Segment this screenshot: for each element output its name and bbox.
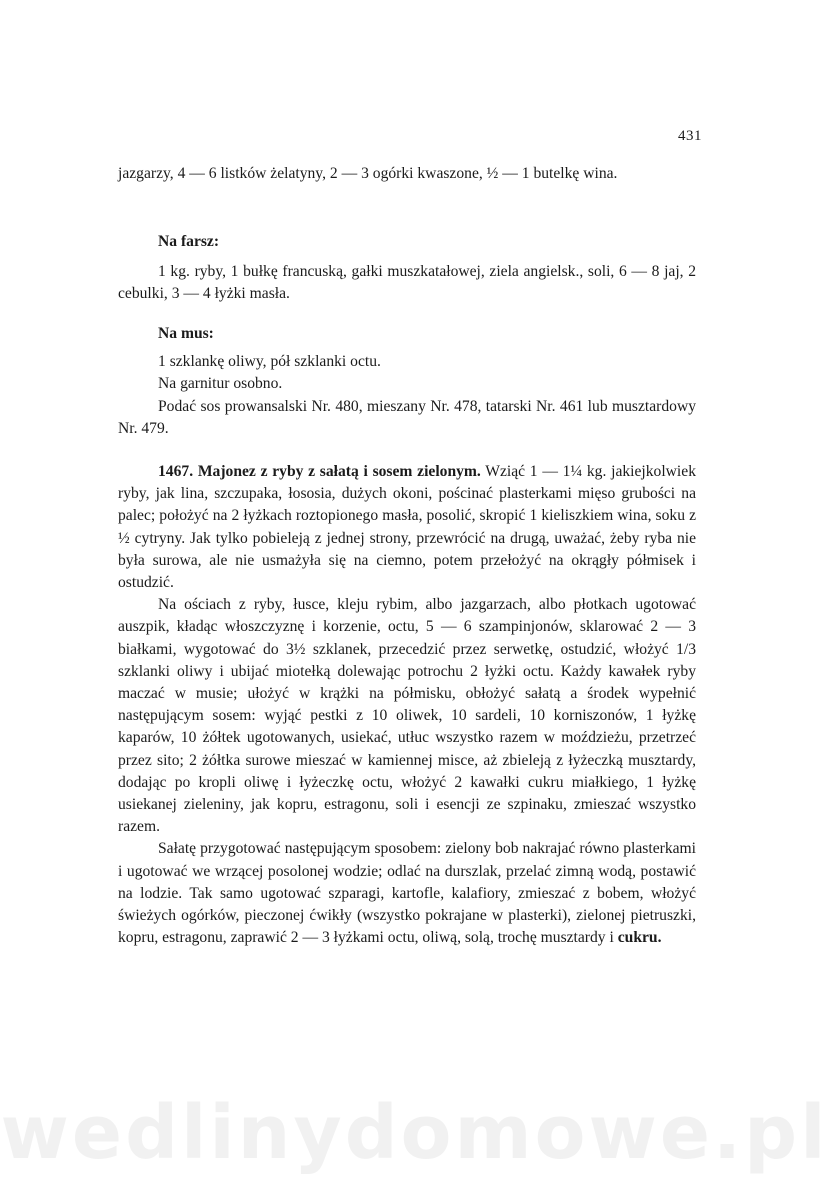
recipe-title: 1467. Majonez z ryby z sałatą i sosem zielonym. <box>158 463 481 480</box>
intro-text <box>118 163 696 185</box>
intro-line: jazgarzy, 4 — 6 listków żelatyny, 2 — 3 ogórki kwaszone, ½ — 1 butelkę wina. <box>118 165 618 182</box>
mus-line-1: 1 szklankę oliwy, pół szklanki octu. <box>158 353 381 371</box>
recipe-p1-text: Wziąć 1 — 1¼ kg. jakiejkolwiek ryby, jak lina, szczupaka, łososia, dużych okoni, pościnać plasterkami mięso grubości na palec; położyć na 2 łyżkach roztopionego masła, posolić, skropić 1 kieliszkiem wina, soku z ½ cytryny. Jak tylko pobieleją z jednej strony, przewrócić na drugą, uważać, żeby ryba nie była surowa, ale nie usmażyła się na ciemno, potem przełożyć na okrągły półmisek i ostudzić. <box>118 463 696 592</box>
recipe-paragraph-3 <box>118 838 696 949</box>
farsz-text: 1 kg. ryby, 1 bułkę francuską, gałki muszkatałowej, ziela angielsk., soli, 6 — 8 jaj, 2 cebulki, 3 — 4 łyżki masła. <box>118 263 696 303</box>
recipe-p3-end: cukru. <box>617 929 662 947</box>
mus-heading: Na mus: <box>158 325 214 342</box>
mus-line-3: Podać sos prowansalski Nr. 480, mieszany Nr. 478, tatarski Nr. 461 lub musztardowy Nr. 479. <box>118 397 696 437</box>
recipe-paragraph-1 <box>118 461 696 594</box>
farsz-section <box>118 231 696 306</box>
mus-line-2: Na garnitur osobno. <box>158 375 283 393</box>
recipe-paragraph-2: Na ościach z ryby, łusce, kleju rybim, albo jazgarzach, albo płotkach ugotować auszpik, kładąc włoszczyznę i korzenie, octu, 5 — 6 szampinjonów, sklarować 2 — 3 białkami, wygotować do 3½ szklanek, przecedzić przez serwetkę, ostudzić, włożyć 1/3 szklanki oliwy i ubijać miotełką dolewając potrochu 2 łyżki octu. Każdy kawałek ryby maczać w musie; ułożyć w krążki na półmisku, obłożyć sałatą a środek wypełnić następującym sosem: wyjąć pestki z 10 oliwek, 10 sardeli, 10 korniszonów, 1 łyżkę kaparów, 10 żółtek ugotowanych, usiekać, utłuc wszystko razem w moździeżu, przetrzeć przez sito; 2 żółtka surowe mieszać w kamiennej misce, aż zbieleją z łyżeczką musztardy, dodając po kropli oliwę i łyżeczkę octu, włożyć 2 kawałki cukru miałkiego, 1 łyżkę usiekanej zieleniny, jak kopru, estragonu, soli i esencji ze szpinaku, zmieszać wszystko razem. <box>118 596 696 836</box>
watermark: wedlinydomowe.pl <box>0 1090 829 1176</box>
farsz-heading: Na farsz: <box>158 233 220 250</box>
page-number: 431 <box>678 128 702 144</box>
recipe-1467 <box>118 461 696 949</box>
recipe-p3-text: Sałatę przygotować następującym sposobem: zielony bob nakrajać równo plasterkami i ugotować we wrzącej posolonej wodzie; odlać na durszlak, przelać zimną wodą, postawić na lodzie. Tak samo ugotować szparagi, kartofle, kalafiory, zmieszać z bobem, włożyć świeżych ogórków, pieczonej ćwikły (wszystko pokrajane w plasterki), zielonej pietruszki, kopru, estragonu, zaprawić 2 — 3 łyżkami octu, oliwą, solą, trochę musztardy i <box>118 840 696 947</box>
mus-section <box>118 323 696 440</box>
